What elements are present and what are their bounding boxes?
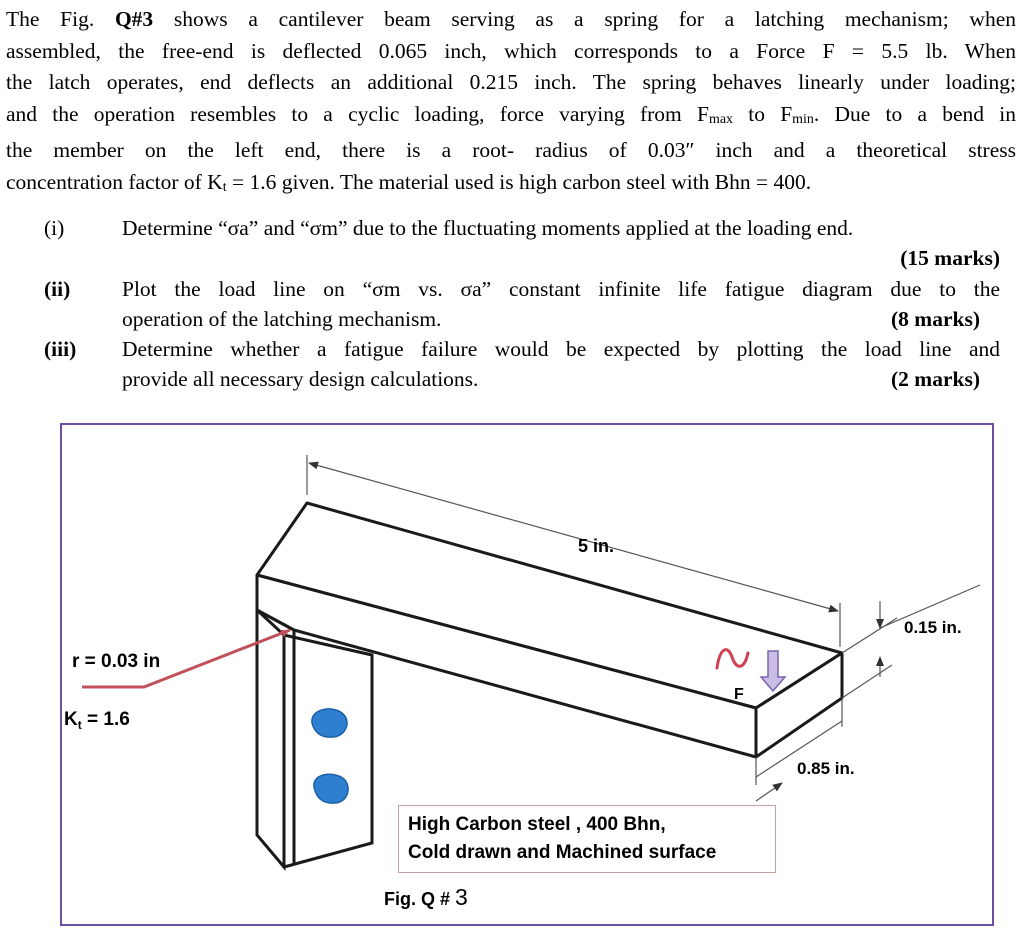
question-marks: (15 marks): [900, 246, 1000, 270]
force-label: F: [734, 686, 744, 703]
problem-statement: [6, 4, 1016, 203]
figure-frame: [60, 423, 994, 926]
question-number: (ii): [44, 277, 71, 301]
material-line-2: Cold drawn and Machined surface: [408, 842, 717, 863]
problem-line-2: assembled, the free-end is deflected 0.065 inch, which corresponds to a Force F = 5.5 lb. When: [6, 38, 1016, 63]
mounting-hole-icon: [314, 774, 348, 803]
question-2: [6, 274, 1016, 334]
question-text: Plot the load line on “σm vs. σa” constant infinite life fatigue diagram due to the: [122, 277, 1000, 301]
mounting-hole-icon: [312, 709, 347, 737]
question-text: operation of the latching mechanism.: [122, 307, 442, 331]
figure-caption: Fig. Q # 3: [384, 884, 468, 910]
problem-line-5: the member on the left end, there is a root- radius of 0.03″ inch and a theoretical stress: [6, 138, 1016, 163]
width-label: 0.85 in.: [797, 759, 855, 778]
problem-line-3: the latch operates, end deflects an additional 0.215 inch. The spring behaves linearly under loading;: [6, 70, 1016, 94]
question-number: (i): [44, 216, 65, 240]
question-text: provide all necessary design calculations.: [122, 367, 479, 391]
question-marks: (2 marks): [891, 367, 980, 391]
question-1: [6, 213, 1016, 273]
length-label: 5 in.: [578, 536, 615, 556]
question-text: Determine “σa” and “σm” due to the fluctuating moments applied at the loading end.: [122, 216, 854, 240]
problem-line-6: concentration factor of $K_t = 1.6$ given. The material used is high carbon steel with Bhn = 400.: [6, 169, 812, 195]
material-line-1: High Carbon steel , 400 Bhn,: [408, 814, 666, 835]
thickness-label: 0.15 in.: [904, 618, 962, 637]
question-3: [6, 334, 1016, 394]
question-number: (iii): [44, 337, 77, 361]
vertical-member: [257, 610, 372, 867]
material-label-box: [398, 805, 776, 873]
thickness-dimension: [842, 585, 980, 698]
problem-line-4: and the operation resembles to a cyclic loading, force varying from $F_{max}$ to $F_{min}$. Due to a bend in: [6, 101, 1016, 127]
radius-label: r = 0.03 in: [72, 651, 161, 672]
question-marks: (8 marks): [891, 307, 980, 331]
kt-label: $K_t = 1.6$: [64, 709, 130, 732]
question-text: Determine whether a fatigue failure would be expected by plotting the load line and: [122, 337, 1000, 361]
problem-line-1: The Fig. Q#3 shows a cantilever beam serving as a spring for a latching mechanism; when: [6, 7, 1017, 31]
